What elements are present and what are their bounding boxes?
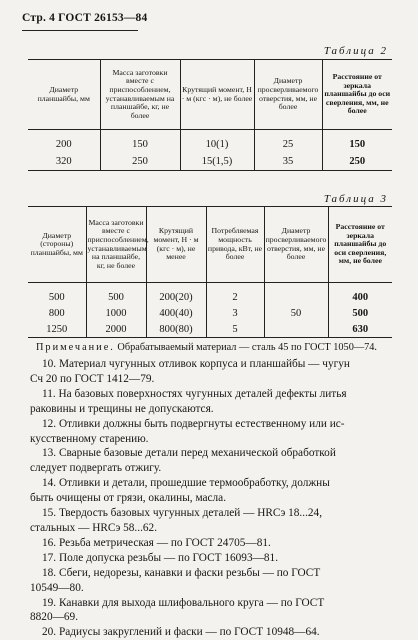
requirements-list	[30, 357, 396, 640]
paragraph-16	[30, 536, 396, 551]
table-cell: 500	[328, 305, 392, 321]
table-row	[28, 130, 392, 154]
table-cell: 800(80)	[146, 321, 206, 338]
table-cell: 1250	[46, 323, 68, 335]
paragraph-text: 13. Сварные базовые детали перед механической обработкой	[42, 447, 336, 460]
table-cell-merged-diameter: 50	[264, 283, 328, 338]
table2-caption: Таблица 2	[323, 45, 388, 57]
paragraph-14-cont	[30, 491, 396, 506]
paragraph-11-cont	[30, 402, 396, 417]
table-cell: 200	[55, 139, 72, 150]
note-label: Примечание.	[36, 342, 115, 353]
paragraph-text: 19. Канавки для выхода шлифовального круга — по ГОСТ	[42, 596, 325, 609]
table3-header-cell: Диаметр просверливаемого отверстия, мм, не более	[264, 207, 328, 283]
table-row	[28, 321, 392, 338]
paragraph-11	[30, 387, 396, 402]
table3-header-cell: Диаметр (стороны) планшайбы, мм	[30, 230, 83, 257]
table-cell: 3	[206, 305, 264, 321]
table-cell: 10(1)	[180, 130, 254, 154]
table-cell: 5	[206, 321, 264, 338]
table3-caption: Таблица 3	[323, 193, 388, 205]
page-header	[22, 12, 147, 24]
table-cell: 2000	[86, 321, 146, 338]
table2-header-cell: Крутящий момент, Н · м (кгс · м), не более	[180, 60, 254, 130]
paragraph-text: раковины и трещины не допускаются.	[30, 402, 214, 415]
header-underline	[22, 30, 138, 31]
table-cell: 250	[322, 153, 392, 171]
table-cell: 500	[48, 291, 65, 303]
table-cell: 150	[100, 130, 180, 154]
table2-header-row	[28, 60, 392, 130]
table2-header-cell: Диаметр планшайбы, мм	[37, 84, 90, 103]
table-cell: 15(1,5)	[180, 153, 254, 171]
standard-code: ГОСТ 26153—84	[58, 12, 148, 24]
paragraph-text: стальных — HRCэ 58...62.	[30, 521, 158, 534]
paragraph-text: 8820—69.	[30, 611, 79, 624]
paragraph-18	[30, 566, 396, 581]
paragraph-text: 10. Материал чугунных отливок корпуса и планшайбы — чугун	[42, 358, 350, 370]
table-cell: 1000	[86, 305, 146, 321]
paragraph-17	[30, 551, 396, 566]
paragraph-13	[30, 446, 396, 461]
paragraph-text: 12. Отливки должны быть подвергнуты естественному или ис-	[42, 417, 345, 430]
table-2	[28, 59, 392, 171]
table-cell: 400	[328, 283, 392, 306]
table-cell: 2	[206, 283, 264, 306]
table-row	[28, 305, 392, 321]
table-cell: 500	[86, 283, 146, 306]
table3-header-cell: Потребляемая мощность привода, кВт, не более	[206, 207, 264, 283]
table-cell: 250	[100, 153, 180, 171]
paragraph-10	[30, 357, 396, 372]
table3-header-cell: Расстояние от зеркала планшайбы до оси сверления, мм, не более	[328, 207, 392, 283]
paragraph-text: Сч 20 по ГОСТ 1412—79.	[30, 372, 155, 385]
paragraph-12	[30, 417, 396, 432]
paragraph-text: 11. На базовых поверхностях чугунных деталей дефекты литья	[42, 387, 347, 400]
paragraph-10-cont	[30, 372, 396, 387]
paragraph-15	[30, 506, 396, 521]
paragraph-19	[30, 596, 396, 611]
table2-header-cell: Масса заготовки вместе с приспособлением, устанавливаемым на планшайбе, кг, не более	[100, 60, 180, 130]
paragraph-13-cont	[30, 461, 396, 476]
paragraph-19-cont	[30, 610, 396, 625]
paragraph-12-cont	[30, 432, 396, 447]
table-cell: 320	[55, 156, 72, 167]
table-row	[28, 283, 392, 306]
table-cell: 400(40)	[146, 305, 206, 321]
paragraph-18-cont	[30, 581, 396, 596]
table-cell: 800	[48, 307, 65, 319]
page-number: Стр. 4	[22, 12, 56, 24]
paragraph-text: 15. Твердость базовых чугунных деталей — HRCэ 18...24,	[42, 507, 323, 520]
table-cell: 200(20)	[146, 283, 206, 306]
table-cell: 35	[254, 153, 322, 171]
table3-header-cell: Масса заготовки вместе с приспособлением, устанавливаемым на планшайбе, кг, не более	[86, 207, 146, 283]
paragraph-text: следует подвергать отжигу.	[30, 462, 162, 475]
paragraph-text: 20. Радиусы закруглений и фаски — по ГОСТ 10948—64.	[42, 626, 320, 639]
paragraph-text: 18. Сбеги, недорезы, канавки и фаски резьбы — по ГОСТ	[42, 566, 321, 579]
table-3	[28, 206, 392, 338]
table-cell: 630	[328, 321, 392, 338]
paragraph-text: 14. Отливки и детали, прошедшие термообработку, должны	[42, 477, 330, 490]
paragraph-text: кусственному старению.	[30, 432, 149, 445]
paragraph-20	[30, 625, 396, 640]
paragraph-14	[30, 476, 396, 491]
table3-header-row	[28, 207, 392, 283]
table3-header-cell: Крутящий момент, Н · м (кгс · м), не менее	[146, 207, 206, 283]
table-note	[36, 342, 396, 353]
paragraph-text: быть очищены от грязи, окалины, масла.	[30, 492, 227, 505]
table-row	[28, 153, 392, 171]
note-text: Обрабатываемый материал — сталь 45 по ГОСТ 1050—74.	[117, 342, 378, 353]
table-cell: 150	[322, 130, 392, 154]
table2-header-cell: Расстояние от зеркала планшайбы до оси сверления, мм, не более	[322, 60, 392, 130]
table-cell: 25	[254, 130, 322, 154]
paragraph-text: 10549—80.	[30, 581, 84, 594]
paragraph-text: 17. Поле допуска резьбы — по ГОСТ 16093—81.	[42, 551, 279, 564]
paragraph-15-cont	[30, 521, 396, 536]
table2-header-cell: Диаметр просверливаемого отверстия, мм, не более	[254, 60, 322, 130]
paragraph-text: 16. Резьба метрическая — по ГОСТ 24705—81.	[42, 536, 271, 549]
